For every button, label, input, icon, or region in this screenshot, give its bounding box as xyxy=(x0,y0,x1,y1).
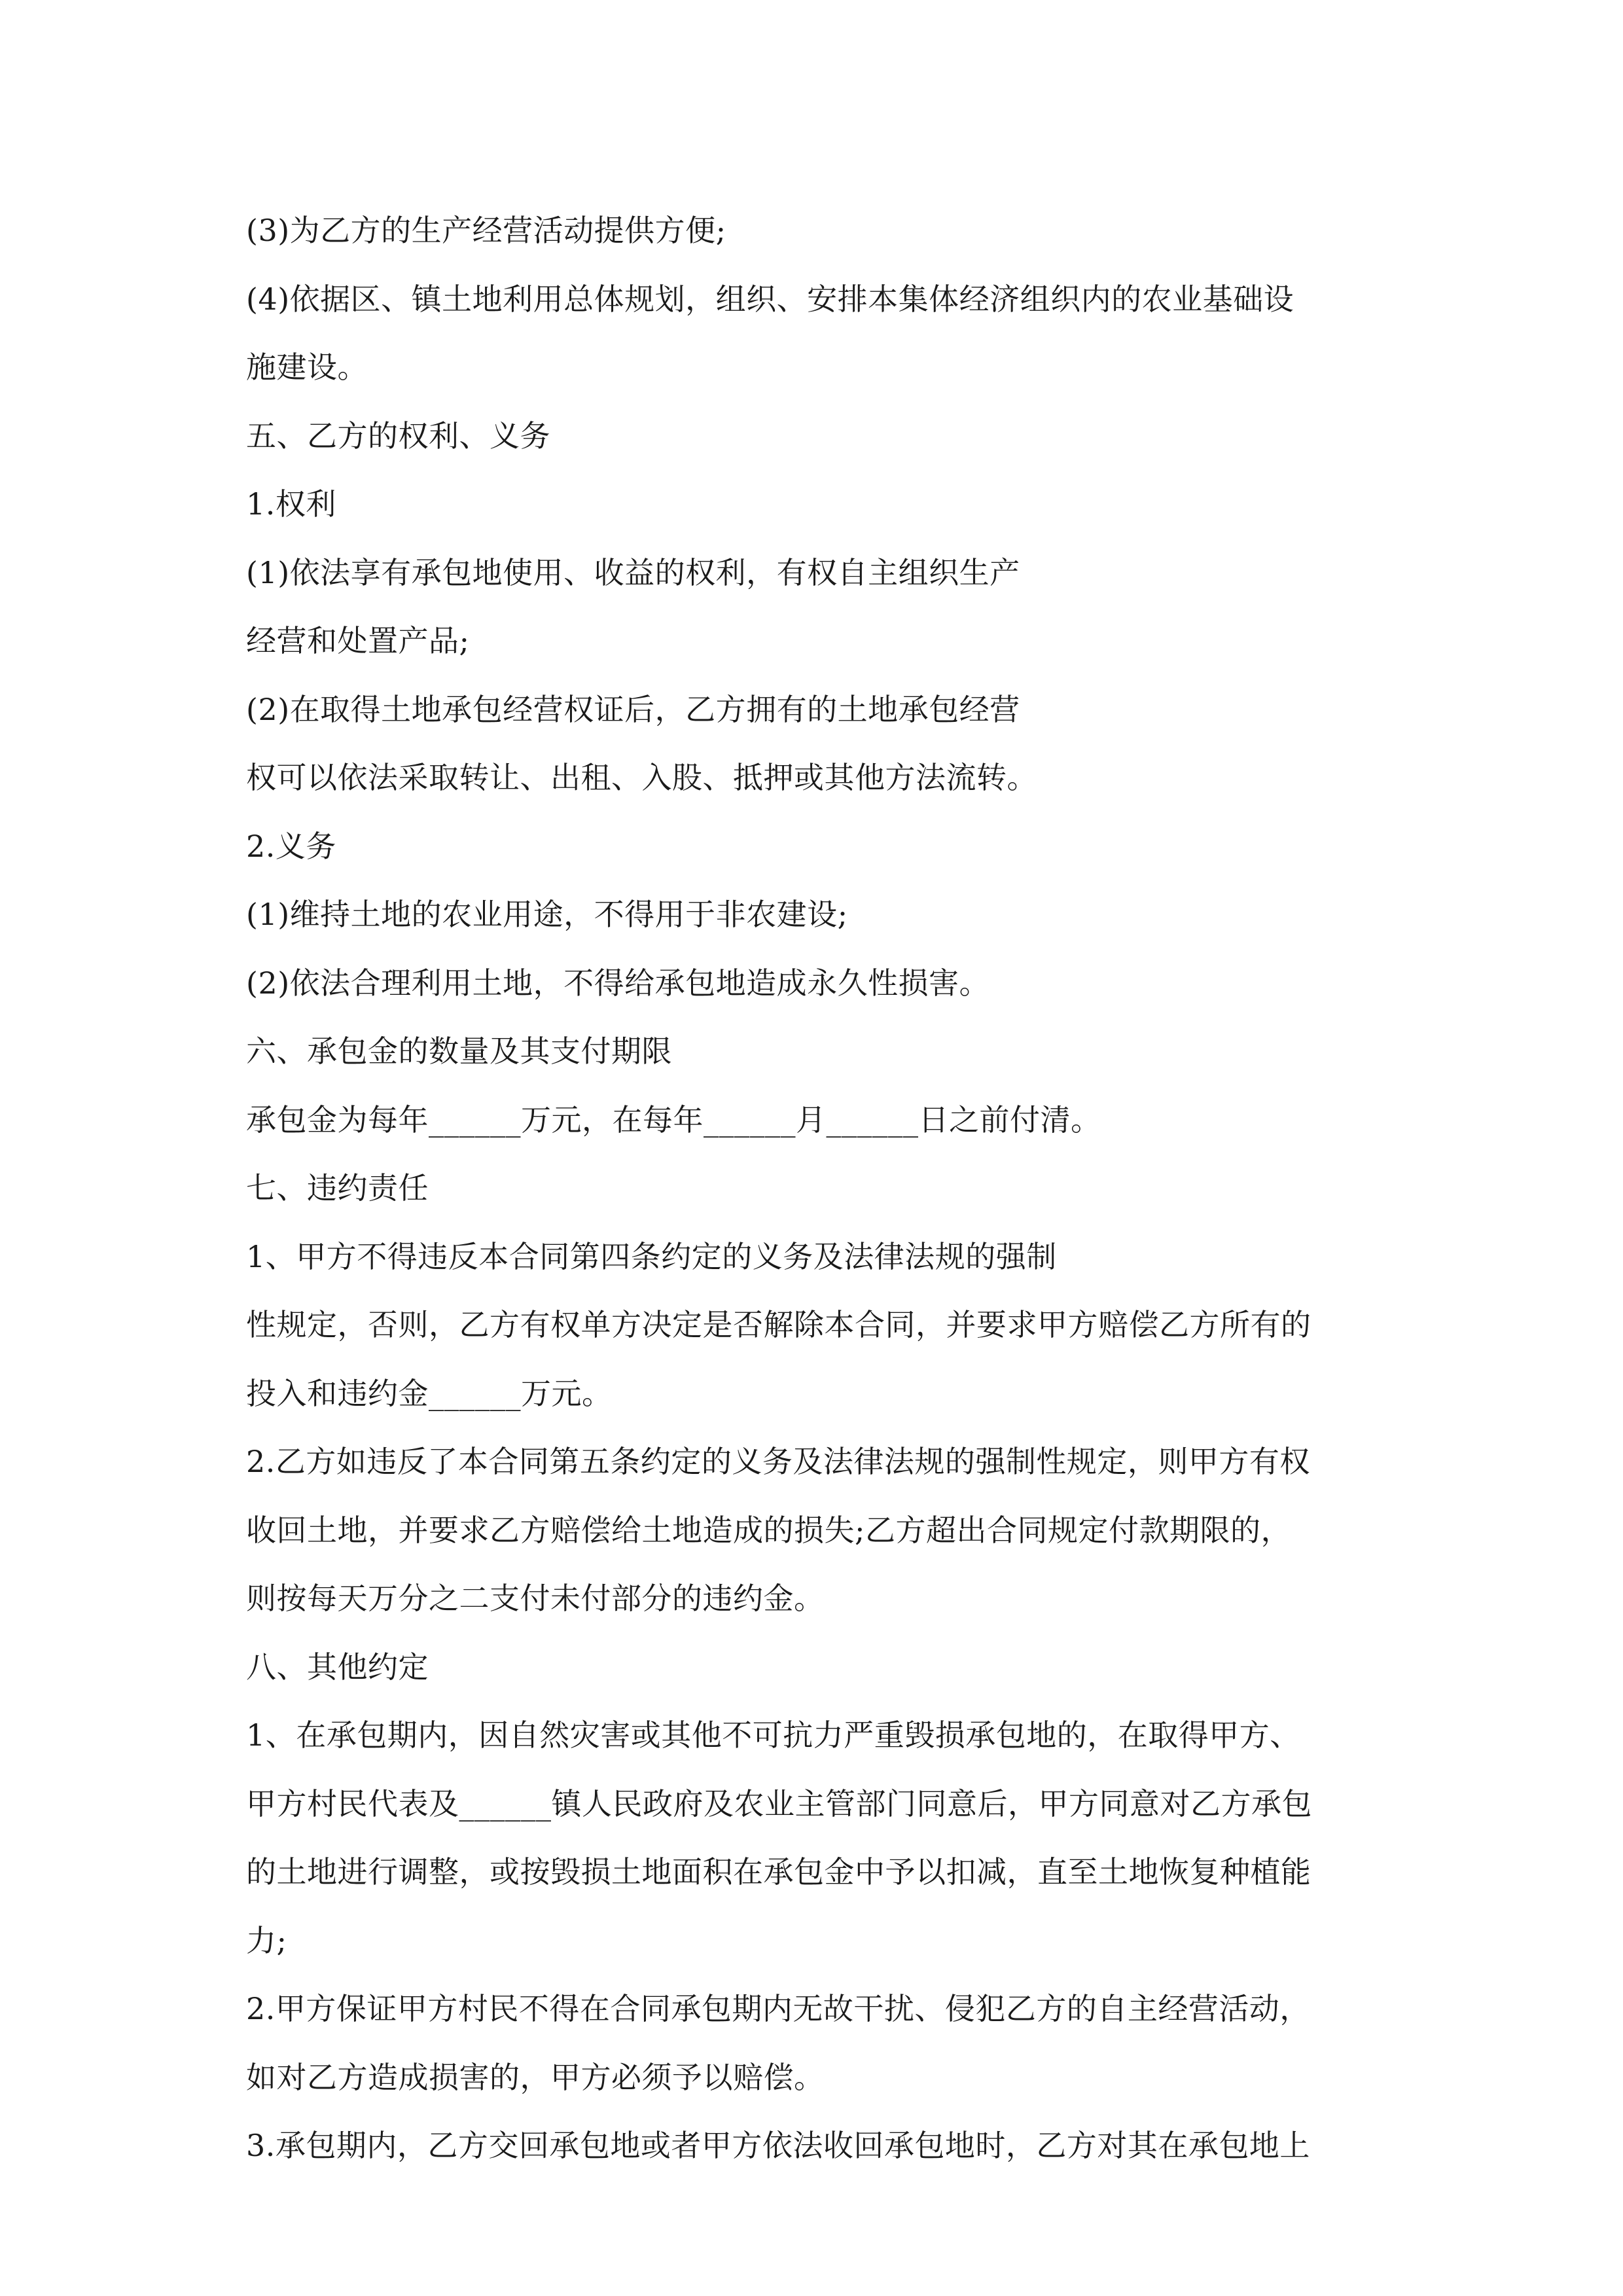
text-line: (1)维持土地的农业用途，不得用于非农建设; xyxy=(246,897,848,932)
text-line: 甲方村民代表及______镇人民政府及农业主管部门同意后，甲方同意对乙方承包 xyxy=(246,1785,1312,1821)
text-line: 力; xyxy=(246,1922,287,1958)
text-line: 经营和处置产品; xyxy=(246,623,470,658)
text-line: (2)依法合理利用土地，不得给承包地造成永久性损害。 xyxy=(246,965,990,1001)
section-heading: 五、乙方的权利、义务 xyxy=(246,418,550,454)
section-heading: 七、违约责任 xyxy=(246,1170,429,1206)
text-line: 性规定，否则，乙方有权单方决定是否解除本合同，并要求甲方赔偿乙方所有的 xyxy=(246,1307,1311,1342)
text-line: 3.承包期内，乙方交回承包地或者甲方依法收回承包地时，乙方对其在承包地上 xyxy=(246,2128,1310,2163)
text-line: 施建设。 xyxy=(246,350,368,385)
text-line: 的土地进行调整，或按毁损土地面积在承包金中予以扣减，直至土地恢复种植能 xyxy=(246,1854,1311,1890)
text-line: (2)在取得土地承包经营权证后，乙方拥有的土地承包经营 xyxy=(246,691,1020,727)
text-line: 1、甲方不得违反本合同第四条约定的义务及法律法规的强制 xyxy=(246,1238,1057,1274)
text-line: 投入和违约金______万元。 xyxy=(246,1375,613,1411)
text-line: 承包金为每年______万元，在每年______月______日之前付清。 xyxy=(246,1102,1101,1138)
text-line: 2.乙方如违反了本合同第五条约定的义务及法律法规的强制性规定，则甲方有权 xyxy=(246,1444,1310,1479)
subsection-heading: 1.权利 xyxy=(246,486,336,522)
subsection-heading: 2.义务 xyxy=(246,828,336,864)
text-line: 权可以依法采取转让、出租、入股、抵押或其他方法流转。 xyxy=(246,760,1037,795)
text-line: (1)依法享有承包地使用、收益的权利，有权自主组织生产 xyxy=(246,554,1020,590)
text-line: 则按每天万分之二支付未付部分的违约金。 xyxy=(246,1581,825,1616)
section-heading: 六、承包金的数量及其支付期限 xyxy=(246,1033,672,1069)
text-line: (3)为乙方的生产经营活动提供方便; xyxy=(246,213,726,248)
contract-text xyxy=(246,196,1411,2180)
text-line: 收回土地，并要求乙方赔偿给土地造成的损失;乙方超出合同规定付款期限的， xyxy=(246,1512,1291,1548)
text-line: 1、在承包期内，因自然灾害或其他不可抗力严重毁损承包地的，在取得甲方、 xyxy=(246,1717,1300,1753)
text-line: (4)依据区、镇土地利用总体规划，组织、安排本集体经济组织内的农业基础设 xyxy=(246,281,1294,317)
text-line: 2.甲方保证甲方村民不得在合同承包期内无故干扰、侵犯乙方的自主经营活动， xyxy=(246,1991,1310,2026)
section-heading: 八、其他约定 xyxy=(246,1649,429,1685)
text-line: 如对乙方造成损害的，甲方必须予以赔偿。 xyxy=(246,2059,825,2095)
